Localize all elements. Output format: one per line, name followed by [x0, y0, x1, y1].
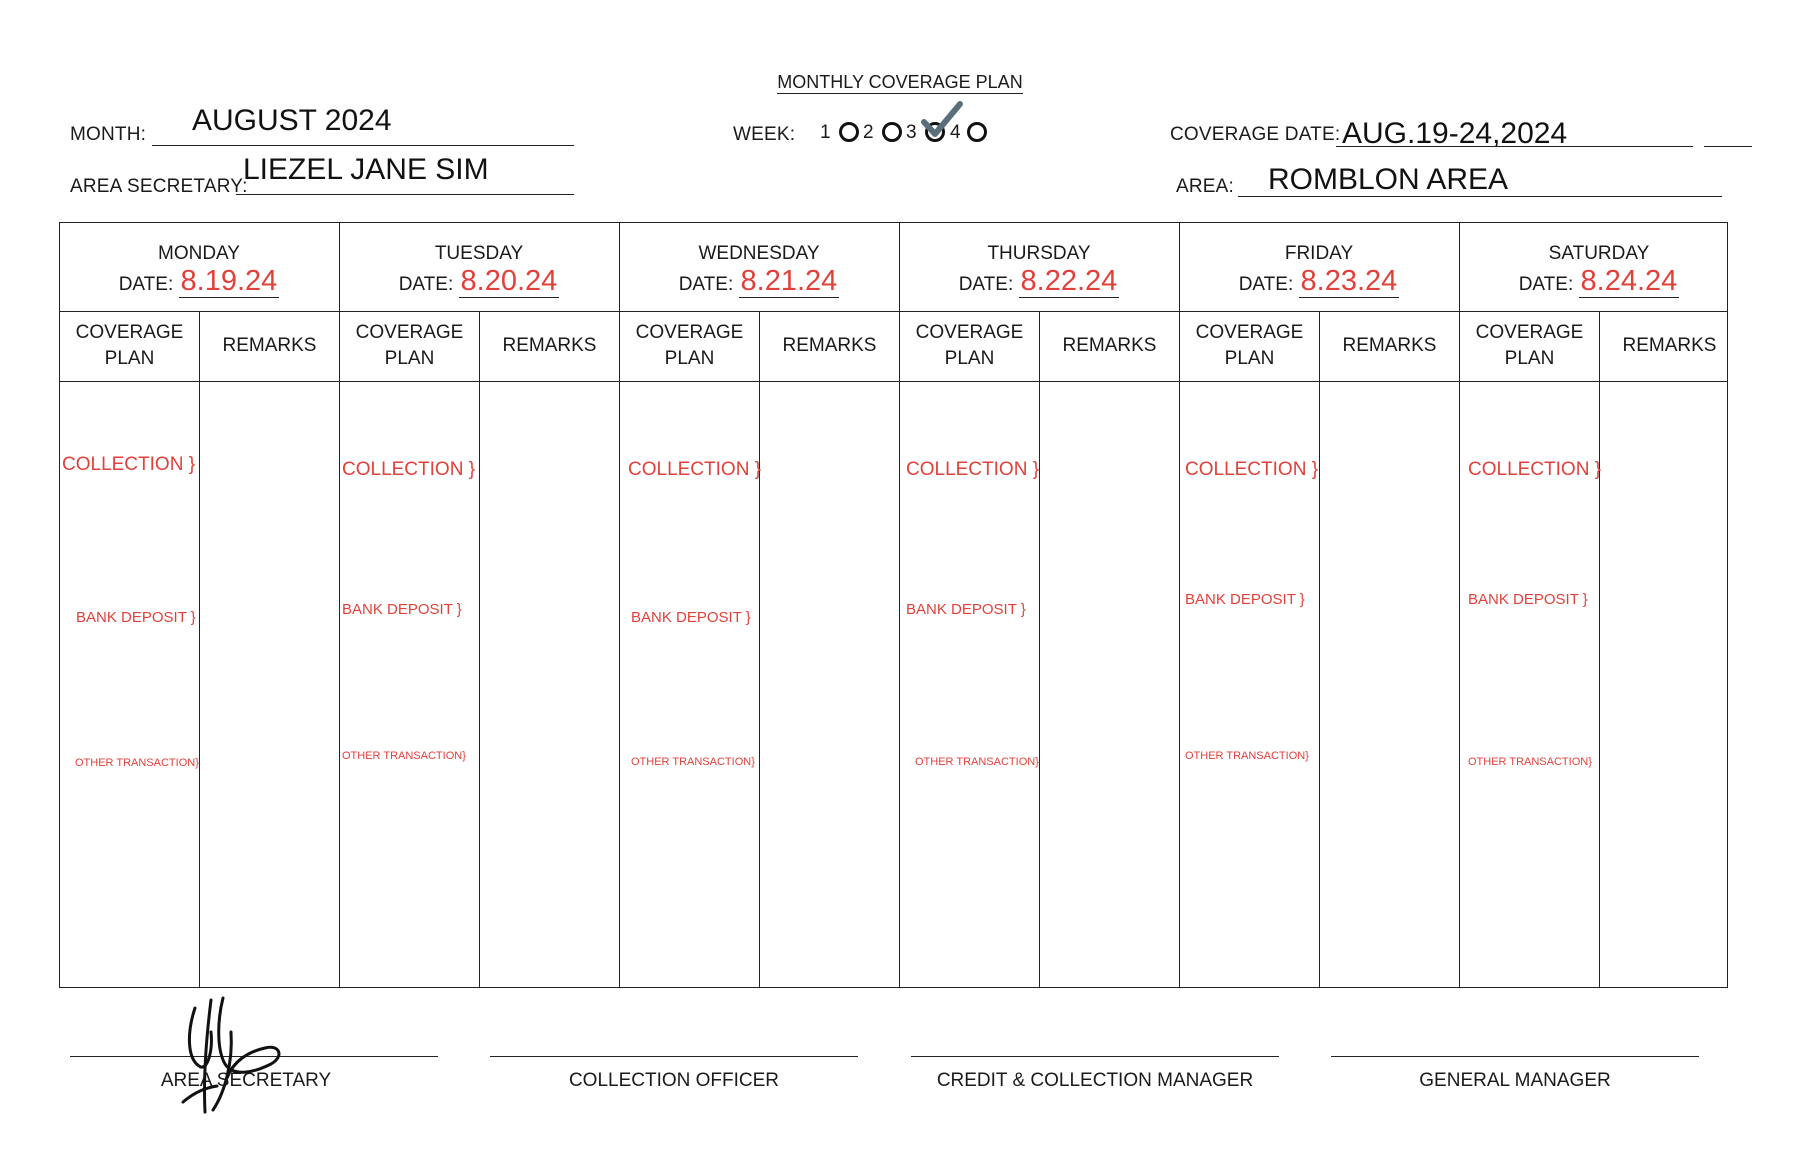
coverage-plan-header: COVERAGE PLAN	[915, 322, 1024, 369]
sub-divider	[1319, 311, 1320, 988]
coverage-table	[59, 222, 1728, 988]
coverage-plan-header: COVERAGE PLAN	[355, 322, 464, 369]
area-label: AREA:	[1176, 176, 1235, 197]
date-label: DATE:	[398, 274, 454, 295]
coverage-plan-header: COVERAGE PLAN	[75, 322, 184, 369]
coverage-date-underline	[1336, 146, 1693, 147]
day-date[interactable]: 8.22.24	[1020, 265, 1118, 297]
entry-bank-deposit[interactable]: BANK DEPOSIT }	[631, 609, 751, 626]
date-label: DATE:	[678, 274, 734, 295]
remarks-header: REMARKS	[1342, 335, 1437, 356]
week-4-label: 4	[950, 122, 961, 143]
date-label: DATE:	[1518, 274, 1574, 295]
entry-collection[interactable]: COLLECTION }	[1468, 459, 1602, 480]
entry-collection[interactable]: COLLECTION }	[342, 459, 476, 480]
day-name: SATURDAY	[1548, 243, 1650, 264]
month-value[interactable]: AUGUST 2024	[192, 104, 392, 137]
day-name: FRIDAY	[1284, 243, 1354, 264]
area-secretary-value[interactable]: LIEZEL JANE SIM	[243, 153, 489, 186]
entry-collection[interactable]: COLLECTION }	[62, 454, 196, 475]
coverage-date-label: COVERAGE DATE:	[1170, 124, 1341, 145]
day-date[interactable]: 8.21.24	[740, 265, 838, 297]
entry-other-transaction[interactable]: OTHER TRANSACTION}	[1185, 750, 1309, 762]
area-secretary-underline	[236, 194, 574, 195]
day-header-friday	[1180, 243, 1458, 296]
entry-other-transaction[interactable]: OTHER TRANSACTION}	[631, 756, 755, 768]
day-header-saturday	[1460, 243, 1738, 296]
entry-collection[interactable]: COLLECTION }	[628, 459, 762, 480]
sub-divider	[1039, 311, 1040, 988]
signature-label-credit-collection-manager: CREDIT & COLLECTION MANAGER	[936, 1070, 1254, 1091]
month-label: MONTH:	[70, 124, 147, 145]
signature-line-collection-officer	[490, 1056, 858, 1057]
signature-label-general-manager: GENERAL MANAGER	[1419, 1070, 1611, 1091]
form-title: MONTHLY COVERAGE PLAN	[777, 72, 1023, 92]
entry-bank-deposit[interactable]: BANK DEPOSIT }	[906, 601, 1026, 618]
area-value[interactable]: ROMBLON AREA	[1268, 163, 1509, 196]
day-date[interactable]: 8.20.24	[460, 265, 558, 297]
sub-divider	[199, 311, 200, 988]
week-4-radio[interactable]	[967, 122, 987, 142]
day-header-monday	[60, 243, 338, 296]
entry-collection[interactable]: COLLECTION }	[906, 459, 1040, 480]
entry-collection[interactable]: COLLECTION }	[1185, 459, 1319, 480]
remarks-header: REMARKS	[782, 335, 877, 356]
remarks-header: REMARKS	[502, 335, 597, 356]
week-1-label: 1	[820, 122, 831, 143]
area-secretary-label: AREA SECRETARY:	[70, 176, 248, 197]
day-date[interactable]: 8.19.24	[180, 265, 278, 297]
week-label: WEEK:	[733, 124, 796, 145]
day-name: THURSDAY	[987, 243, 1091, 264]
sub-divider	[479, 311, 480, 988]
remarks-header: REMARKS	[1062, 335, 1157, 356]
check-mark-icon	[920, 100, 964, 142]
day-name: MONDAY	[158, 243, 240, 264]
day-header-wednesday	[620, 243, 898, 296]
date-label: DATE:	[1238, 274, 1294, 295]
area-underline	[1238, 196, 1722, 197]
handwritten-signature	[175, 992, 295, 1120]
entry-bank-deposit[interactable]: BANK DEPOSIT }	[76, 609, 196, 626]
signature-line-general-manager	[1331, 1056, 1699, 1057]
month-underline	[152, 145, 574, 146]
week-2-radio[interactable]	[882, 122, 902, 142]
date-label: DATE:	[118, 274, 174, 295]
entry-bank-deposit[interactable]: BANK DEPOSIT }	[342, 601, 462, 618]
day-name: TUESDAY	[434, 243, 524, 264]
coverage-plan-header: COVERAGE PLAN	[635, 322, 744, 369]
signature-label-area-secretary: AREA SECRETARY	[160, 1070, 332, 1091]
entry-other-transaction[interactable]: OTHER TRANSACTION}	[342, 750, 466, 762]
table-rule	[60, 311, 1727, 312]
sub-divider	[759, 311, 760, 988]
coverage-date-underline-extra	[1704, 146, 1752, 147]
date-label: DATE:	[958, 274, 1014, 295]
day-header-tuesday	[340, 243, 618, 296]
remarks-header: REMARKS	[222, 335, 317, 356]
week-2-label: 2	[863, 122, 874, 143]
entry-bank-deposit[interactable]: BANK DEPOSIT }	[1468, 591, 1588, 608]
signature-label-collection-officer: COLLECTION OFFICER	[568, 1070, 780, 1091]
table-rule	[60, 381, 1727, 382]
coverage-plan-header: COVERAGE PLAN	[1195, 322, 1304, 369]
sub-divider	[1599, 311, 1600, 988]
coverage-date-value[interactable]: AUG.19-24,2024	[1342, 117, 1568, 150]
entry-other-transaction[interactable]: OTHER TRANSACTION}	[75, 757, 199, 769]
entry-other-transaction[interactable]: OTHER TRANSACTION}	[915, 756, 1039, 768]
signature-line-credit-collection-manager	[911, 1056, 1279, 1057]
remarks-header: REMARKS	[1622, 335, 1717, 356]
day-name: WEDNESDAY	[698, 243, 820, 264]
entry-other-transaction[interactable]: OTHER TRANSACTION}	[1468, 756, 1592, 768]
day-date[interactable]: 8.24.24	[1580, 265, 1678, 297]
coverage-plan-header: COVERAGE PLAN	[1475, 322, 1584, 369]
day-header-thursday	[900, 243, 1178, 296]
week-1-radio[interactable]	[839, 122, 859, 142]
day-date[interactable]: 8.23.24	[1300, 265, 1398, 297]
week-3-label: 3	[906, 122, 917, 143]
entry-bank-deposit[interactable]: BANK DEPOSIT }	[1185, 591, 1305, 608]
